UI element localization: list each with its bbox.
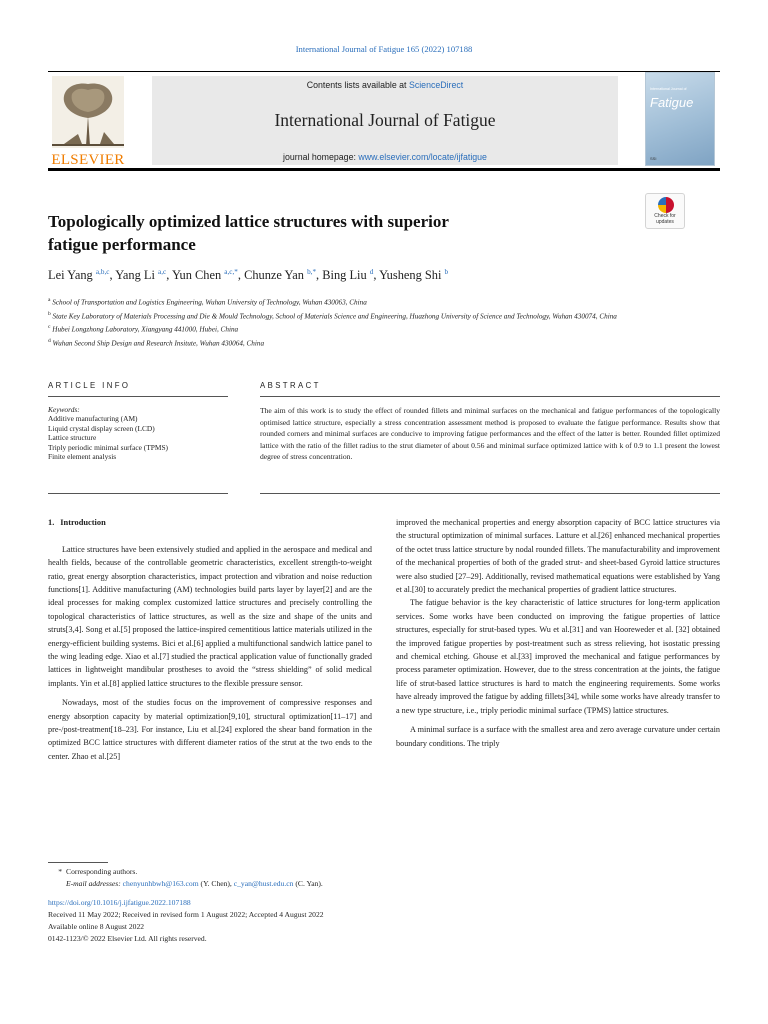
abstract-bottom-rule (260, 493, 720, 494)
publication-info (48, 897, 468, 945)
body-column-right (396, 516, 720, 750)
copyright-line: 0142-1123/© 2022 Elsevier Ltd. All rights reserved. (48, 934, 207, 943)
journal-masthead (48, 71, 720, 171)
author-affil-mark[interactable]: a,c,* (224, 268, 238, 276)
footnotes (48, 866, 468, 890)
check-for-updates-label: Check for updates (654, 213, 676, 225)
journal-homepage-link[interactable]: www.elsevier.com/locate/ijfatigue (358, 152, 487, 162)
body-paragraph: The fatigue behavior is the key characteristic of lattice structures for long-term application services. Some works have been conducted on improving the fatigue properties of lattice structures, especially for strut-based types. Wu et al.[31] and van Hooreweder et al. [32] obtained the improved fatigue properties by post-treatment such as stress relieving, hot isostatic pressing and chemical etching. Ghouse et al.[33] improved the mechanical and fatigue performances by process parameter optimization. However, due to the stress concentration at the joints, the fatigue life of strut-based lattice structures is hard to match the engineering requirements. Some works have already improved the fatigue by adding fillets[34], while some works have already transfer to a new type structure, i.e., triply periodic minimal surface (TPMS) lattice structures. (396, 598, 720, 715)
cover-footer: SSI (650, 156, 657, 161)
abstract-text: The aim of this work is to study the effect of rounded fillets and minimal surfaces on the mechanical and fatigue performances of the topologically optimised lattice structure, especially a stress concentration assessment method is proposed to evaluate the fatigue performance. Results show that rounded corners and minimal surfaces are conducive to improving fatigue performances and the effect of the latter is better. Rounded fillet optimized lattice with the ratio of the fillet radius to the strut diameter of about 0.56 and minimal surface optimized lattice with k of 0.9 to 1.1 present the lowest degree of stress concentration. (260, 406, 720, 462)
online-date: Available online 8 August 2022 (48, 922, 145, 931)
author-list: Lei Yang $^{a,b,c}$, Yang Li $^{a,c}$, Yun Chen $^{a,c,*}$, Chunze Yan $^{b,*}$, Bing Liu $^d$, Yusheng Shi $^b$ (48, 268, 449, 283)
email-link[interactable]: c_yan@hust.edu.cn (233, 879, 294, 888)
elsevier-wordmark: ELSEVIER (51, 152, 125, 168)
history-dates: Received 11 May 2022; Received in revised form 1 August 2022; Accepted 4 August 2022 (48, 910, 324, 919)
article-info-bottom-rule (48, 493, 228, 494)
homepage-line (152, 152, 618, 162)
affiliation-list (48, 295, 628, 350)
author-name[interactable]: Lei Yang (48, 268, 93, 283)
author-name[interactable]: Yang Li (115, 268, 155, 283)
elsevier-logo[interactable] (48, 76, 128, 166)
homepage-prefix: journal homepage: (283, 152, 359, 162)
elsevier-tree-icon (52, 76, 124, 148)
abstract-top-rule (260, 396, 720, 397)
author-name[interactable]: Bing Liu (322, 268, 367, 283)
affiliation-item: $^b$ State Key Laboratory of Materials Processing and Die & Mould Technology, School of Materials Science and Engineering, Huazhong University of Science and Technology, Wuhan 430074, China (48, 310, 617, 321)
body-paragraph: Nowadays, most of the studies focus on the improvement of compressive responses and energy absorption capacity by material optimization[9,10], structural optimization[11–17] and pre-/post-treatment[18–23]. For instance, Liu et al.[24] explored the shear band formation in the optimized BCC lattice structures with different diameter ratios of the strut at the two ends to the center. Zhao et al.[25] (48, 698, 372, 761)
keyword-item: Finite element analysis (48, 452, 117, 462)
doi-link[interactable]: https://doi.org/10.1016/j.ijfatigue.2022.107188 (48, 898, 191, 907)
author-affil-mark[interactable]: d (369, 268, 374, 276)
article-title (48, 210, 568, 256)
article-info-top-rule (48, 396, 228, 397)
affiliation-item: $^c$ Hubei Longzhong Laboratory, Xiangyang 441000, Hubei, China (48, 324, 239, 334)
email-link[interactable]: chenyunhbwh@163.com (122, 879, 199, 888)
author-name[interactable]: Yusheng Shi (379, 268, 442, 283)
author-name[interactable]: Chunze Yan (244, 268, 304, 283)
footnote-rule (48, 862, 108, 863)
keyword-item: Lattice structure (48, 433, 97, 443)
journal-title: International Journal of Fatigue (274, 110, 496, 130)
author-affil-mark[interactable]: a,c (158, 268, 167, 276)
author-name[interactable]: Yun Chen (171, 268, 222, 283)
email-note: E-mail addresses: chenyunhbwh@163.com (Y. Chen), c_yan@hust.edu.cn (C. Yan). (66, 879, 323, 888)
author-affil-mark[interactable]: b (444, 268, 449, 276)
body-column-left (48, 516, 372, 763)
author-affil-mark[interactable]: a,b,c (95, 268, 110, 276)
keyword-item: Triply periodic minimal surface (TPMS) (48, 442, 169, 452)
body-paragraph: improved the mechanical properties and energy absorption capacity of BCC lattice structures via the structural optimization of minimal surfaces. Latture et al.[26] enhanced mechanical properties of the octet truss lattice structure by nodal rounded fillets. The manufacturability and improvement of the mechanical properties of both of the graded strut- and sheet-based Gyroid lattice structures were also studied [27–29]. Additionally, revised mathematical equations were established by Yang et al.[30] to accurately predict the mechanical properties of gradient lattice structures. (396, 518, 720, 595)
body-paragraph: A minimal surface is a surface with the smallest area and zero average curvature under certain boundary conditions. The triply (396, 725, 720, 748)
sciencedirect-link[interactable]: ScienceDirect (408, 80, 464, 90)
journal-cover-thumbnail[interactable] (645, 72, 715, 166)
author-affil-mark[interactable]: b,* (307, 268, 317, 276)
keywords-block (48, 405, 228, 461)
journal-reference-link[interactable]: International Journal of Fatigue 165 (2022) 107188 (295, 44, 473, 54)
article-info-heading: ARTICLE INFO (48, 381, 131, 390)
title-line: Topologically optimized lattice structures with superior (48, 212, 449, 231)
contents-line (152, 80, 618, 90)
crossmark-icon (658, 197, 674, 213)
keyword-item: Additive manufacturing (AM) (48, 414, 138, 424)
contents-prefix: Contents lists available at (306, 80, 409, 90)
abstract-heading: ABSTRACT (260, 381, 321, 390)
section-heading-introduction: 1. Introduction (48, 518, 106, 527)
journal-banner (152, 76, 618, 165)
keywords-label: Keywords: (48, 405, 80, 414)
keyword-item: Liquid crystal display screen (LCD) (48, 423, 155, 433)
affiliation-item: $^a$ School of Transportation and Logistics Engineering, Wuhan University of Technology, Wuhan 430063, China (48, 297, 367, 307)
cover-small-title: International Journal of (650, 87, 687, 91)
affiliation-item: $^d$ Wuhan Second Ship Design and Research Insitute, Wuhan 430064, China (48, 338, 265, 348)
body-paragraph: Lattice structures have been extensively studied and applied in the aerospace and medical and health fields, because of the controllable geometric characteristics, excellent strength-to-weight ratio, great energy absorption characteristics, impact protection and vibration and noise reduction functions[1]. Additive manufacturing (AM) technologies build parts layer by layer[2] and are the ideal processes for making complex customized lattice structures and precisely controlling the topological characteristics of lattice structures, as well as the size and shape of the units and struts[3,4]. Song et al.[5] proposed the lattice-inspired cementitious lattice materials utilized in the energy-efficient building systems. Bici et al.[6] applied a multifunctional sandwich lattice panel to the wing leading edge. Xiao et al.[7] studied the practical application value of functionally graded lattices in lightweight mandibular prostheses to avoid the “stress shielding” of solid medical implants. Yin et al.[8] applied lattice structures to the flexible pressure sensor. (48, 544, 372, 688)
check-for-updates-button[interactable] (645, 193, 685, 229)
cover-title: Fatigue (650, 95, 694, 110)
corresponding-author-note: * Corresponding authors. (58, 867, 138, 876)
title-line: fatigue performance (48, 235, 196, 254)
